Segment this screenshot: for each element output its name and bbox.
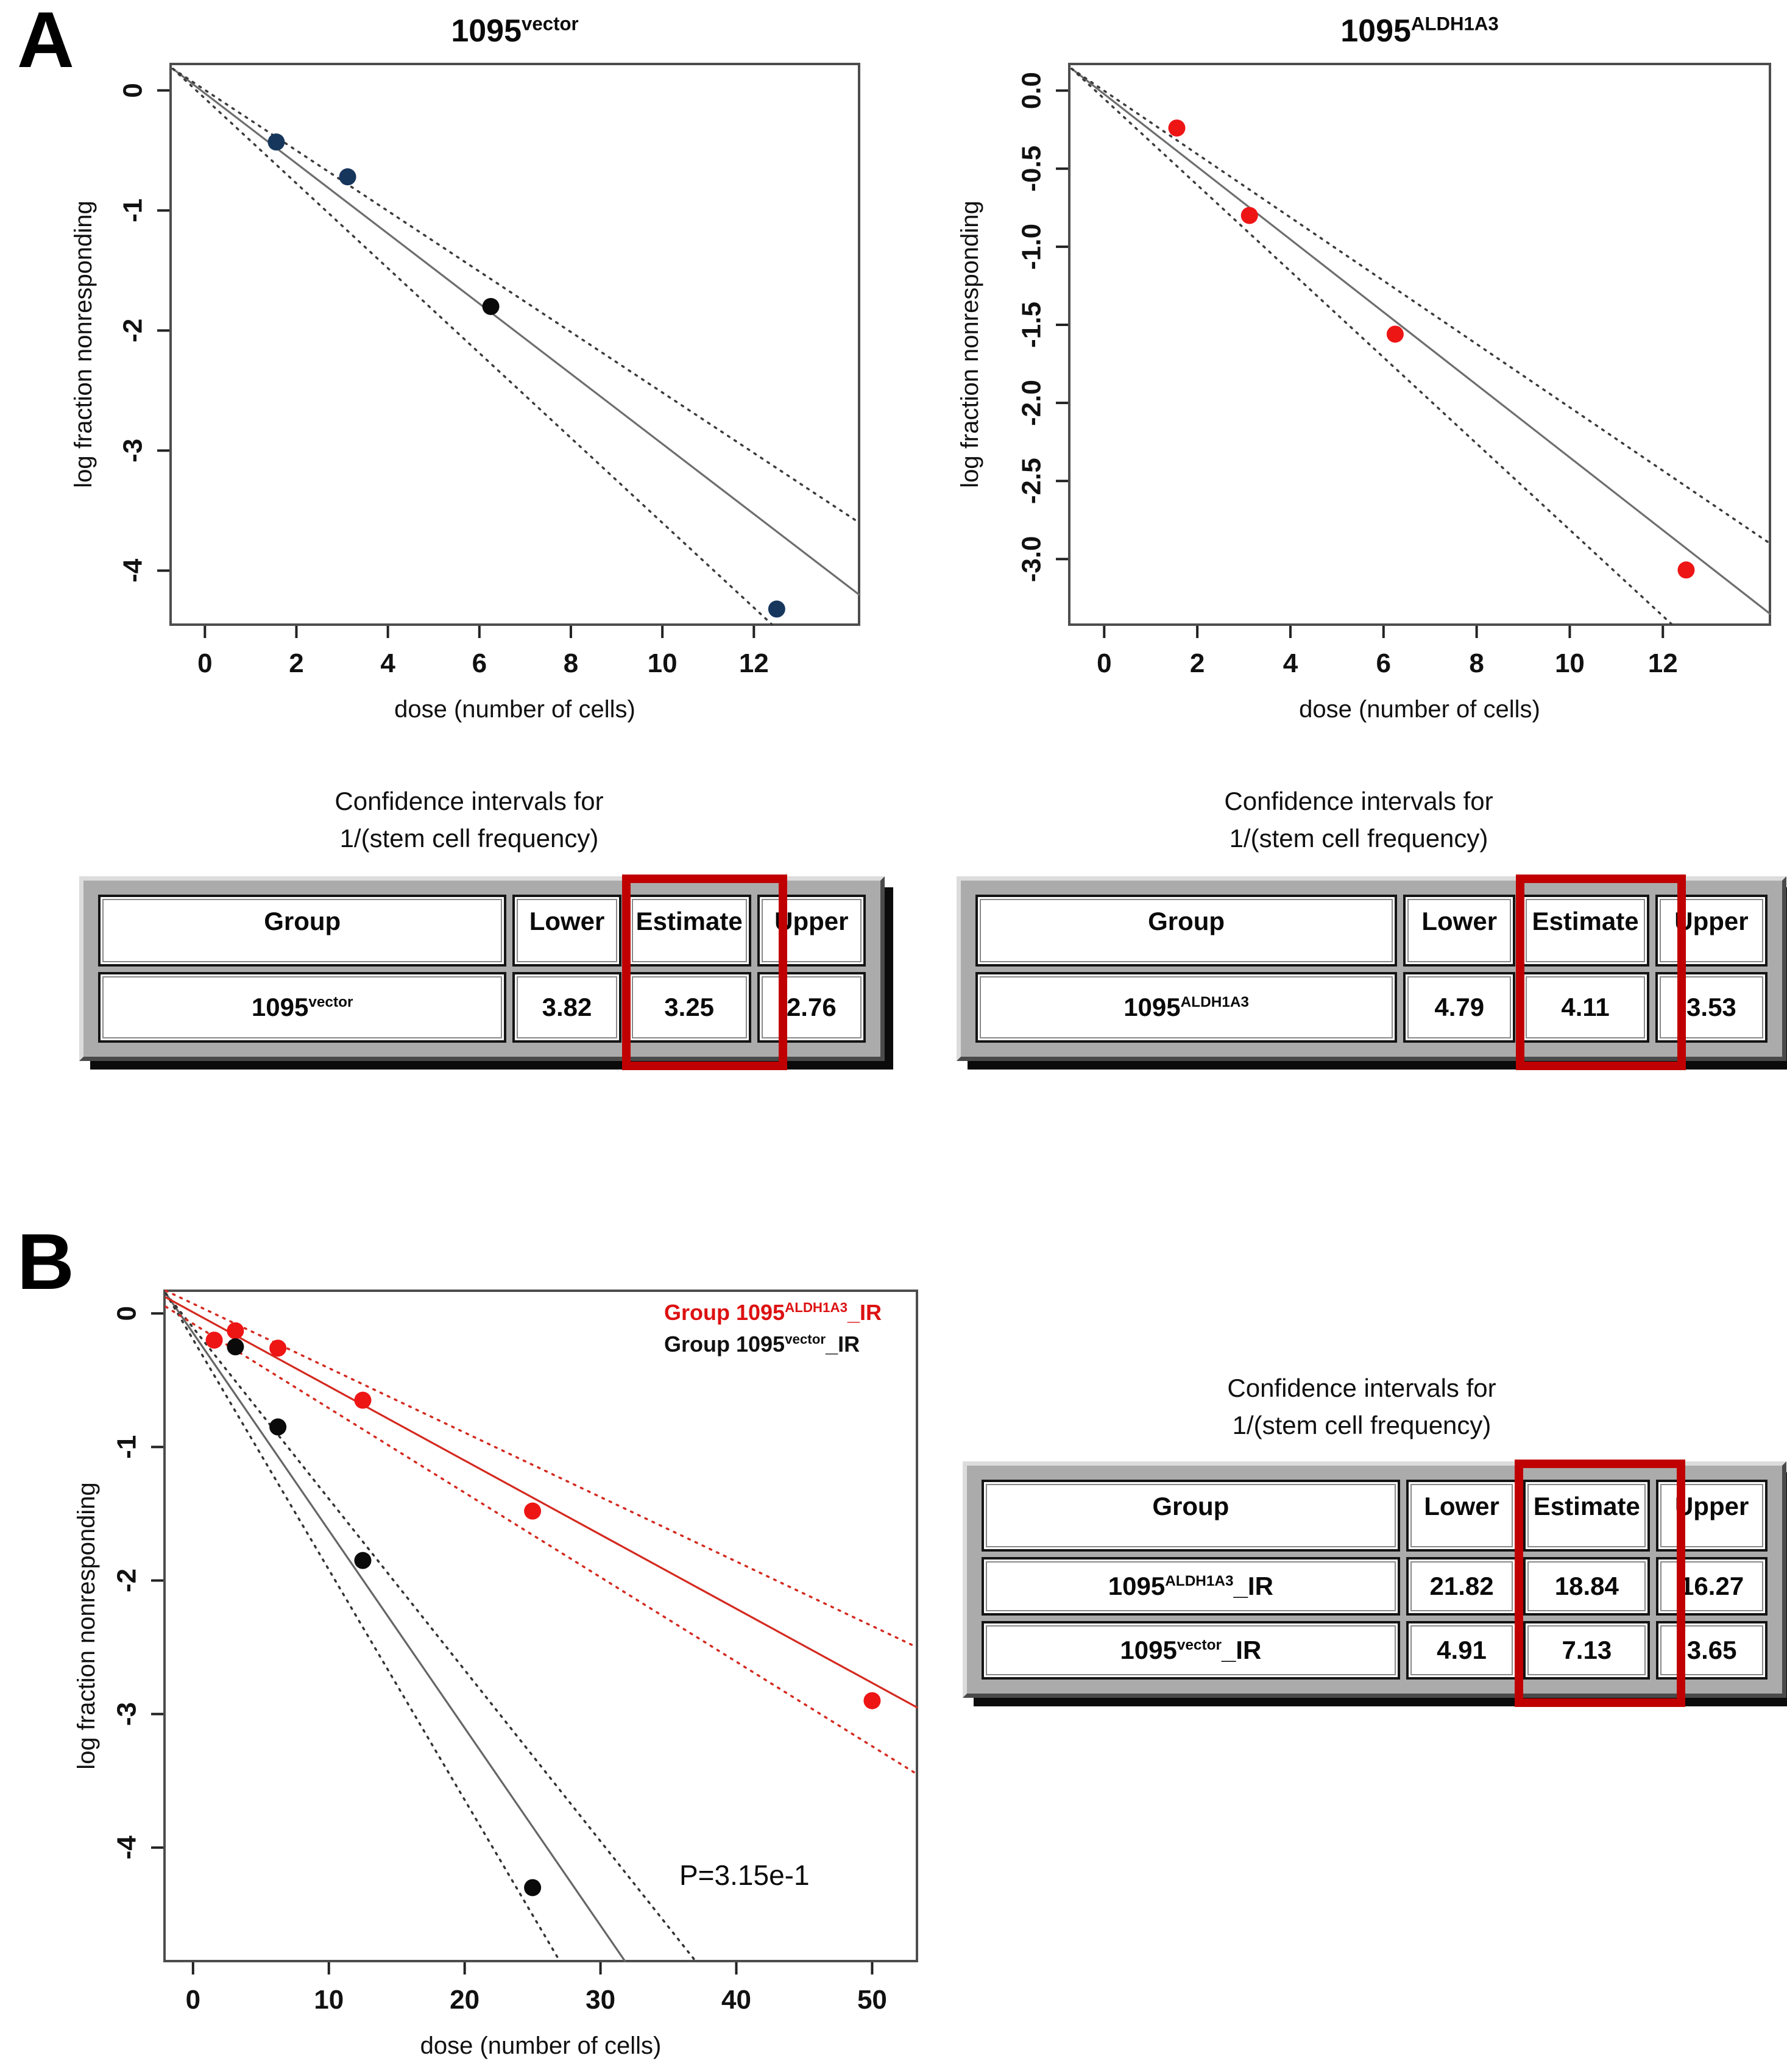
estimate-cell: 3.25 (628, 972, 751, 1043)
legend-prefix: Group 1095 (664, 1332, 785, 1357)
fit-line (1072, 69, 1770, 614)
lda-chart-vector (52, 9, 871, 728)
data-point-1095_ALDH1A3 (1241, 207, 1258, 224)
x-tick-label: 50 (857, 1985, 887, 2015)
y-tick-label: -1 (111, 1435, 142, 1459)
x-axis-label: dose (number of cells) (420, 2032, 662, 2059)
x-tick-label: 2 (1189, 648, 1205, 678)
group-base: 1095 (1124, 993, 1181, 1021)
group-base: 1095 (1120, 1636, 1177, 1664)
data-point-1095_vector (768, 600, 785, 617)
y-tick-label: -2 (118, 318, 148, 342)
x-tick-label: 10 (1554, 648, 1585, 678)
upper-cell: 2.76 (757, 972, 866, 1043)
legend-item-aldh1a3-ir (664, 1297, 882, 1329)
table-a-vector-caption (79, 783, 859, 857)
group-sup: vector (308, 994, 353, 1010)
x-tick-label: 6 (1376, 648, 1392, 678)
caption-line1: Confidence intervals for (1227, 1374, 1496, 1402)
plot-b-legend (664, 1297, 882, 1360)
x-tick-label: 4 (380, 648, 395, 678)
group-base: 1095 (251, 993, 309, 1021)
x-tick-label: 10 (647, 648, 678, 678)
y-tick-label: -3 (118, 438, 148, 463)
data-point-1095_ALDH1A3_IR (354, 1392, 371, 1409)
y-tick-label: -2 (111, 1568, 142, 1593)
panel-a-letter: A (17, 0, 74, 84)
estimate-cell: 7.13 (1523, 1621, 1650, 1680)
plot-title-base: 1095 (451, 13, 522, 49)
x-tick-label: 12 (1647, 648, 1678, 678)
x-tick-label: 20 (450, 1985, 480, 2015)
group-suffix: _IR (1233, 1572, 1273, 1600)
group-base: 1095 (1108, 1572, 1166, 1600)
col-header-estimate: Estimate (1521, 895, 1649, 967)
col-header-upper: Upper (1656, 1480, 1768, 1552)
table-b-caption (987, 1370, 1736, 1444)
x-tick-label: 30 (586, 1985, 616, 2015)
caption-line1: Confidence intervals for (334, 787, 604, 815)
data-point-1095_vector_IR (227, 1338, 244, 1355)
fit-vector-line (166, 1293, 625, 1961)
ci-upper-vector-line (166, 1293, 695, 1961)
table-row (975, 972, 1768, 1043)
data-point-1095_ALDH1A3 (1677, 561, 1694, 578)
table-a-vector (79, 876, 885, 1061)
caption-line2: 1/(stem cell frequency) (339, 823, 599, 853)
lower-cell: 21.82 (1406, 1557, 1518, 1616)
y-tick-label: -1.5 (1016, 302, 1047, 348)
col-header-lower: Lower (1403, 895, 1515, 967)
x-tick-label: 0 (185, 1985, 201, 2015)
table-row (982, 1557, 1768, 1616)
ci-lower-line (1072, 69, 1672, 625)
group-sup: vector (1177, 1637, 1222, 1653)
legend-suffix: _IR (826, 1332, 860, 1357)
y-tick-label: -1 (118, 198, 148, 222)
data-point-1095_vector_IR (524, 1879, 541, 1896)
col-header-estimate: Estimate (628, 895, 751, 967)
y-tick-label: 0 (111, 1306, 142, 1321)
group-suffix: _IR (1221, 1636, 1262, 1664)
data-point-1095_ALDH1A3_IR (269, 1339, 286, 1357)
data-point-1095_ALDH1A3 (1387, 325, 1404, 342)
legend-item-vector-ir (664, 1329, 882, 1360)
legend-sup: vector (785, 1332, 826, 1347)
table-row (98, 972, 866, 1043)
panel-b-letter: B (17, 1217, 74, 1306)
ci-upper-line (1072, 69, 1770, 544)
col-header-lower: Lower (512, 895, 621, 967)
group-cell (982, 1621, 1400, 1680)
x-tick-label: 6 (472, 648, 487, 678)
lda-chart-aldh1a3 (938, 9, 1785, 728)
plot-a-aldh1a3 (938, 9, 1785, 728)
plot-title-sup: ALDH1A3 (1410, 13, 1499, 35)
plot-title-sup: vector (522, 13, 579, 35)
data-point-1095_ALDH1A3_IR (206, 1332, 223, 1349)
legend-sup: ALDH1A3 (785, 1300, 847, 1315)
x-tick-label: 0 (197, 648, 213, 678)
x-tick-label: 12 (738, 648, 769, 678)
table-row (982, 1621, 1768, 1680)
group-sup: ALDH1A3 (1180, 994, 1249, 1010)
ci-lower-aldh-line (166, 1307, 917, 1774)
data-point-1095_vector_IR (269, 1419, 286, 1436)
y-tick-label: -4 (111, 1836, 142, 1860)
table-b-ir (963, 1461, 1786, 1698)
caption-line2: 1/(stem cell frequency) (1229, 823, 1488, 853)
ci-lower-line (173, 69, 773, 625)
data-point-1095_ALDH1A3 (1169, 119, 1186, 137)
y-tick-label: -2.0 (1016, 380, 1047, 427)
caption-line1: Confidence intervals for (1224, 787, 1493, 815)
legend-suffix: _IR (847, 1300, 882, 1325)
col-header-lower: Lower (1406, 1480, 1518, 1552)
y-tick-label: -4 (118, 558, 148, 583)
data-point-1095_vector (483, 298, 500, 315)
x-axis-label: dose (number of cells) (394, 696, 635, 723)
y-axis-label: log fraction nonresponding (73, 1482, 100, 1770)
table-a-aldh1a3 (957, 876, 1786, 1061)
col-header-group: Group (982, 1480, 1400, 1552)
x-tick-label: 4 (1283, 648, 1298, 678)
plot-a-vector-title (171, 13, 859, 49)
data-point-1095_vector (339, 168, 356, 185)
data-point-1095_ALDH1A3_IR (524, 1503, 541, 1520)
group-cell (975, 972, 1397, 1043)
col-header-group: Group (975, 895, 1397, 967)
table-a-aldh1a3-caption (957, 783, 1761, 857)
y-tick-label: 0.0 (1016, 71, 1047, 110)
caption-line2: 1/(stem cell frequency) (1232, 1410, 1492, 1439)
data-point-1095_ALDH1A3_IR (227, 1322, 244, 1339)
p-value-annotation: P=3.15e-1 (679, 1859, 810, 1891)
plot-title-base: 1095 (1340, 13, 1411, 49)
x-tick-label: 8 (1469, 648, 1484, 678)
y-tick-label: 0 (118, 83, 148, 98)
estimate-cell: 4.11 (1521, 972, 1649, 1043)
x-tick-label: 2 (289, 648, 304, 678)
table-header-row (98, 895, 866, 967)
x-tick-label: 10 (314, 1985, 344, 2015)
legend-prefix: Group 1095 (664, 1300, 785, 1325)
x-tick-label: 8 (563, 648, 579, 678)
upper-cell: 3.65 (1656, 1621, 1768, 1680)
lower-cell: 4.79 (1403, 972, 1515, 1043)
data-point-1095_vector_IR (354, 1552, 371, 1569)
data-point-1095_vector (267, 133, 285, 151)
x-axis-label: dose (number of cells) (1299, 696, 1540, 723)
plot-a-vector (52, 9, 871, 728)
lower-cell: 3.82 (512, 972, 621, 1043)
x-tick-label: 40 (721, 1985, 751, 2015)
col-header-group: Group (98, 895, 506, 967)
table-header-row (982, 1480, 1768, 1552)
table-header-row (975, 895, 1768, 967)
group-sup: ALDH1A3 (1165, 1573, 1234, 1589)
group-cell (98, 972, 506, 1043)
y-axis-label: log fraction nonresponding (957, 200, 983, 488)
y-axis-label: log fraction nonresponding (70, 200, 97, 488)
group-cell (982, 1557, 1400, 1616)
upper-cell: 16.27 (1656, 1557, 1768, 1616)
y-tick-label: -2.5 (1016, 458, 1047, 505)
y-tick-label: -0.5 (1016, 145, 1047, 192)
x-tick-label: 0 (1097, 648, 1112, 678)
lower-cell: 4.91 (1406, 1621, 1518, 1680)
data-point-1095_ALDH1A3_IR (863, 1692, 880, 1709)
y-tick-label: -3 (111, 1702, 142, 1726)
col-header-upper: Upper (1655, 895, 1768, 967)
estimate-cell: 18.84 (1523, 1557, 1650, 1616)
col-header-upper: Upper (757, 895, 866, 967)
lda-chart-combined-ir (55, 1255, 932, 2069)
plot-b-combined (55, 1255, 932, 2069)
upper-cell: 3.53 (1655, 972, 1768, 1043)
y-tick-label: -3.0 (1016, 536, 1047, 583)
y-tick-label: -1.0 (1016, 223, 1047, 270)
col-header-estimate: Estimate (1523, 1480, 1650, 1552)
plot-a-aldh1a3-title (1069, 13, 1770, 49)
